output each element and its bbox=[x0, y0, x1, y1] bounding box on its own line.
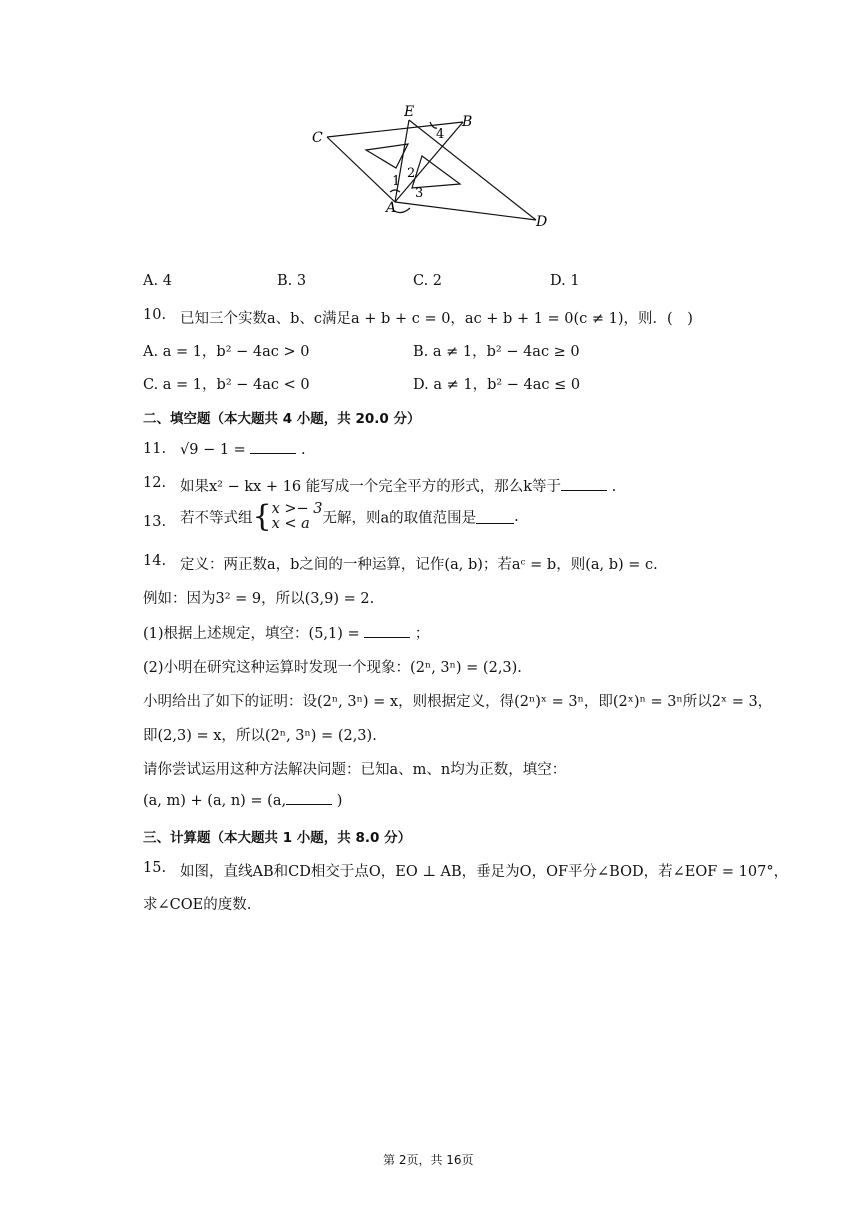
q15-line-2: 求∠COE的度数. bbox=[143, 897, 252, 913]
label-D: D bbox=[536, 214, 548, 230]
q13-system bbox=[272, 502, 323, 532]
page-footer: 第 2页，共 16页 bbox=[383, 1153, 474, 1167]
q12-blank[interactable] bbox=[561, 478, 607, 491]
q12-prefix: 如果x² − kx + 16 能写成一个完全平方的形式，那么k等于 bbox=[180, 479, 562, 495]
q14-line-8-prefix: (a, m) + (a, n) = (a, bbox=[143, 793, 287, 809]
q13-ineq-2: x < a bbox=[271, 516, 310, 532]
q10-option-c: C. a = 1，b² − 4ac < 0 bbox=[143, 377, 310, 393]
q14-line-1: 定义：两正数a，b之间的一种运算，记作(a, b)；若aᶜ = b，则(a, b) = c. bbox=[180, 557, 658, 573]
q13-prefix: 若不等式组 bbox=[180, 510, 253, 527]
label-E: E bbox=[404, 104, 415, 120]
q15-line-1: 如图，直线AB和CD相交于点O，EO ⊥ AB，垂足为O，OF平分∠BOD，若∠EOF = 107°， bbox=[180, 864, 789, 880]
q14-line-6: 即(2,3) = x，所以(2ⁿ, 3ⁿ) = (2,3). bbox=[143, 728, 377, 744]
q11-blank[interactable] bbox=[250, 441, 296, 454]
section-3-heading: 三、计算题（本大题共 1 小题，共 8.0 分） bbox=[143, 830, 412, 846]
q10-option-d: D. a ≠ 1，b² − 4ac ≤ 0 bbox=[413, 377, 581, 393]
q13-brace: { bbox=[252, 499, 272, 534]
q10-text: 已知三个实数a、b、c满足a + b + c = 0，ac + b + 1 = 0(c ≠ 1)，则．( ) bbox=[180, 311, 693, 327]
q9-option-c: C. 2 bbox=[413, 273, 443, 289]
label-A: A bbox=[386, 200, 397, 216]
q14-number: 14. bbox=[143, 553, 167, 569]
q11-tail: . bbox=[296, 442, 306, 458]
label-B: B bbox=[462, 114, 473, 130]
q14-line-8-tail: ) bbox=[332, 793, 343, 809]
q10-option-a: A. a = 1，b² − 4ac > 0 bbox=[143, 344, 310, 360]
q13-blank[interactable] bbox=[476, 511, 514, 524]
angle-2: 2 bbox=[407, 166, 416, 181]
q14-line-2: 例如：因为3² = 9，所以(3,9) = 2. bbox=[143, 591, 375, 607]
q13-suffix: 无解，则a的取值范围是 bbox=[322, 510, 477, 527]
q9-option-b: B. 3 bbox=[277, 273, 307, 289]
q13-number: 13. bbox=[143, 514, 167, 530]
q12-tail: . bbox=[607, 479, 617, 495]
angle-1: 1 bbox=[392, 174, 401, 189]
q14-line-7: 请你尝试运用这种方法解决问题：已知a、m、n均为正数，填空： bbox=[143, 762, 567, 778]
q14-blank-1[interactable] bbox=[364, 625, 410, 638]
q10-option-b: B. a ≠ 1，b² − 4ac ≥ 0 bbox=[413, 344, 580, 360]
q14-line-3-tail: ； bbox=[410, 626, 430, 642]
q13-tail: . bbox=[514, 509, 519, 525]
section-2-heading: 二、填空题（本大题共 4 小题，共 20.0 分） bbox=[143, 411, 421, 427]
label-C: C bbox=[312, 130, 323, 146]
q13-line bbox=[180, 499, 519, 534]
q9-option-d: D. 1 bbox=[550, 273, 580, 289]
q11-number: 11. bbox=[143, 441, 167, 457]
q11-sqrt: √9 bbox=[180, 442, 199, 458]
q14-line-3-prefix: (1)根据上述规定，填空：(5,1) = bbox=[143, 626, 365, 642]
q14-line-3 bbox=[143, 622, 429, 643]
geometry-figure bbox=[300, 100, 560, 235]
q14-line-8 bbox=[143, 792, 342, 809]
q14-blank-2[interactable] bbox=[286, 792, 332, 805]
q14-line-5: 小明给出了如下的证明：设(2ⁿ, 3ⁿ) = x，则根据定义，得(2ⁿ)ˣ = 3ⁿ，即(2ˣ)ⁿ = 3ⁿ所以2ˣ = 3， bbox=[143, 694, 773, 710]
q10-number: 10. bbox=[143, 307, 167, 323]
angle-4: 4 bbox=[436, 127, 445, 142]
q11-rest: − 1 = bbox=[198, 442, 251, 458]
q12-line bbox=[180, 475, 616, 496]
figure-svg bbox=[300, 100, 560, 235]
q9-option-a: A. 4 bbox=[143, 273, 172, 289]
q12-number: 12. bbox=[143, 475, 167, 491]
angle-3: 3 bbox=[415, 186, 424, 201]
q15-number: 15. bbox=[143, 860, 167, 876]
q14-line-4: (2)小明在研究这种运算时发现一个现象：(2ⁿ, 3ⁿ) = (2,3). bbox=[143, 660, 522, 676]
q11-line bbox=[180, 441, 306, 458]
q13-ineq-1: x >− 3 bbox=[271, 501, 323, 517]
